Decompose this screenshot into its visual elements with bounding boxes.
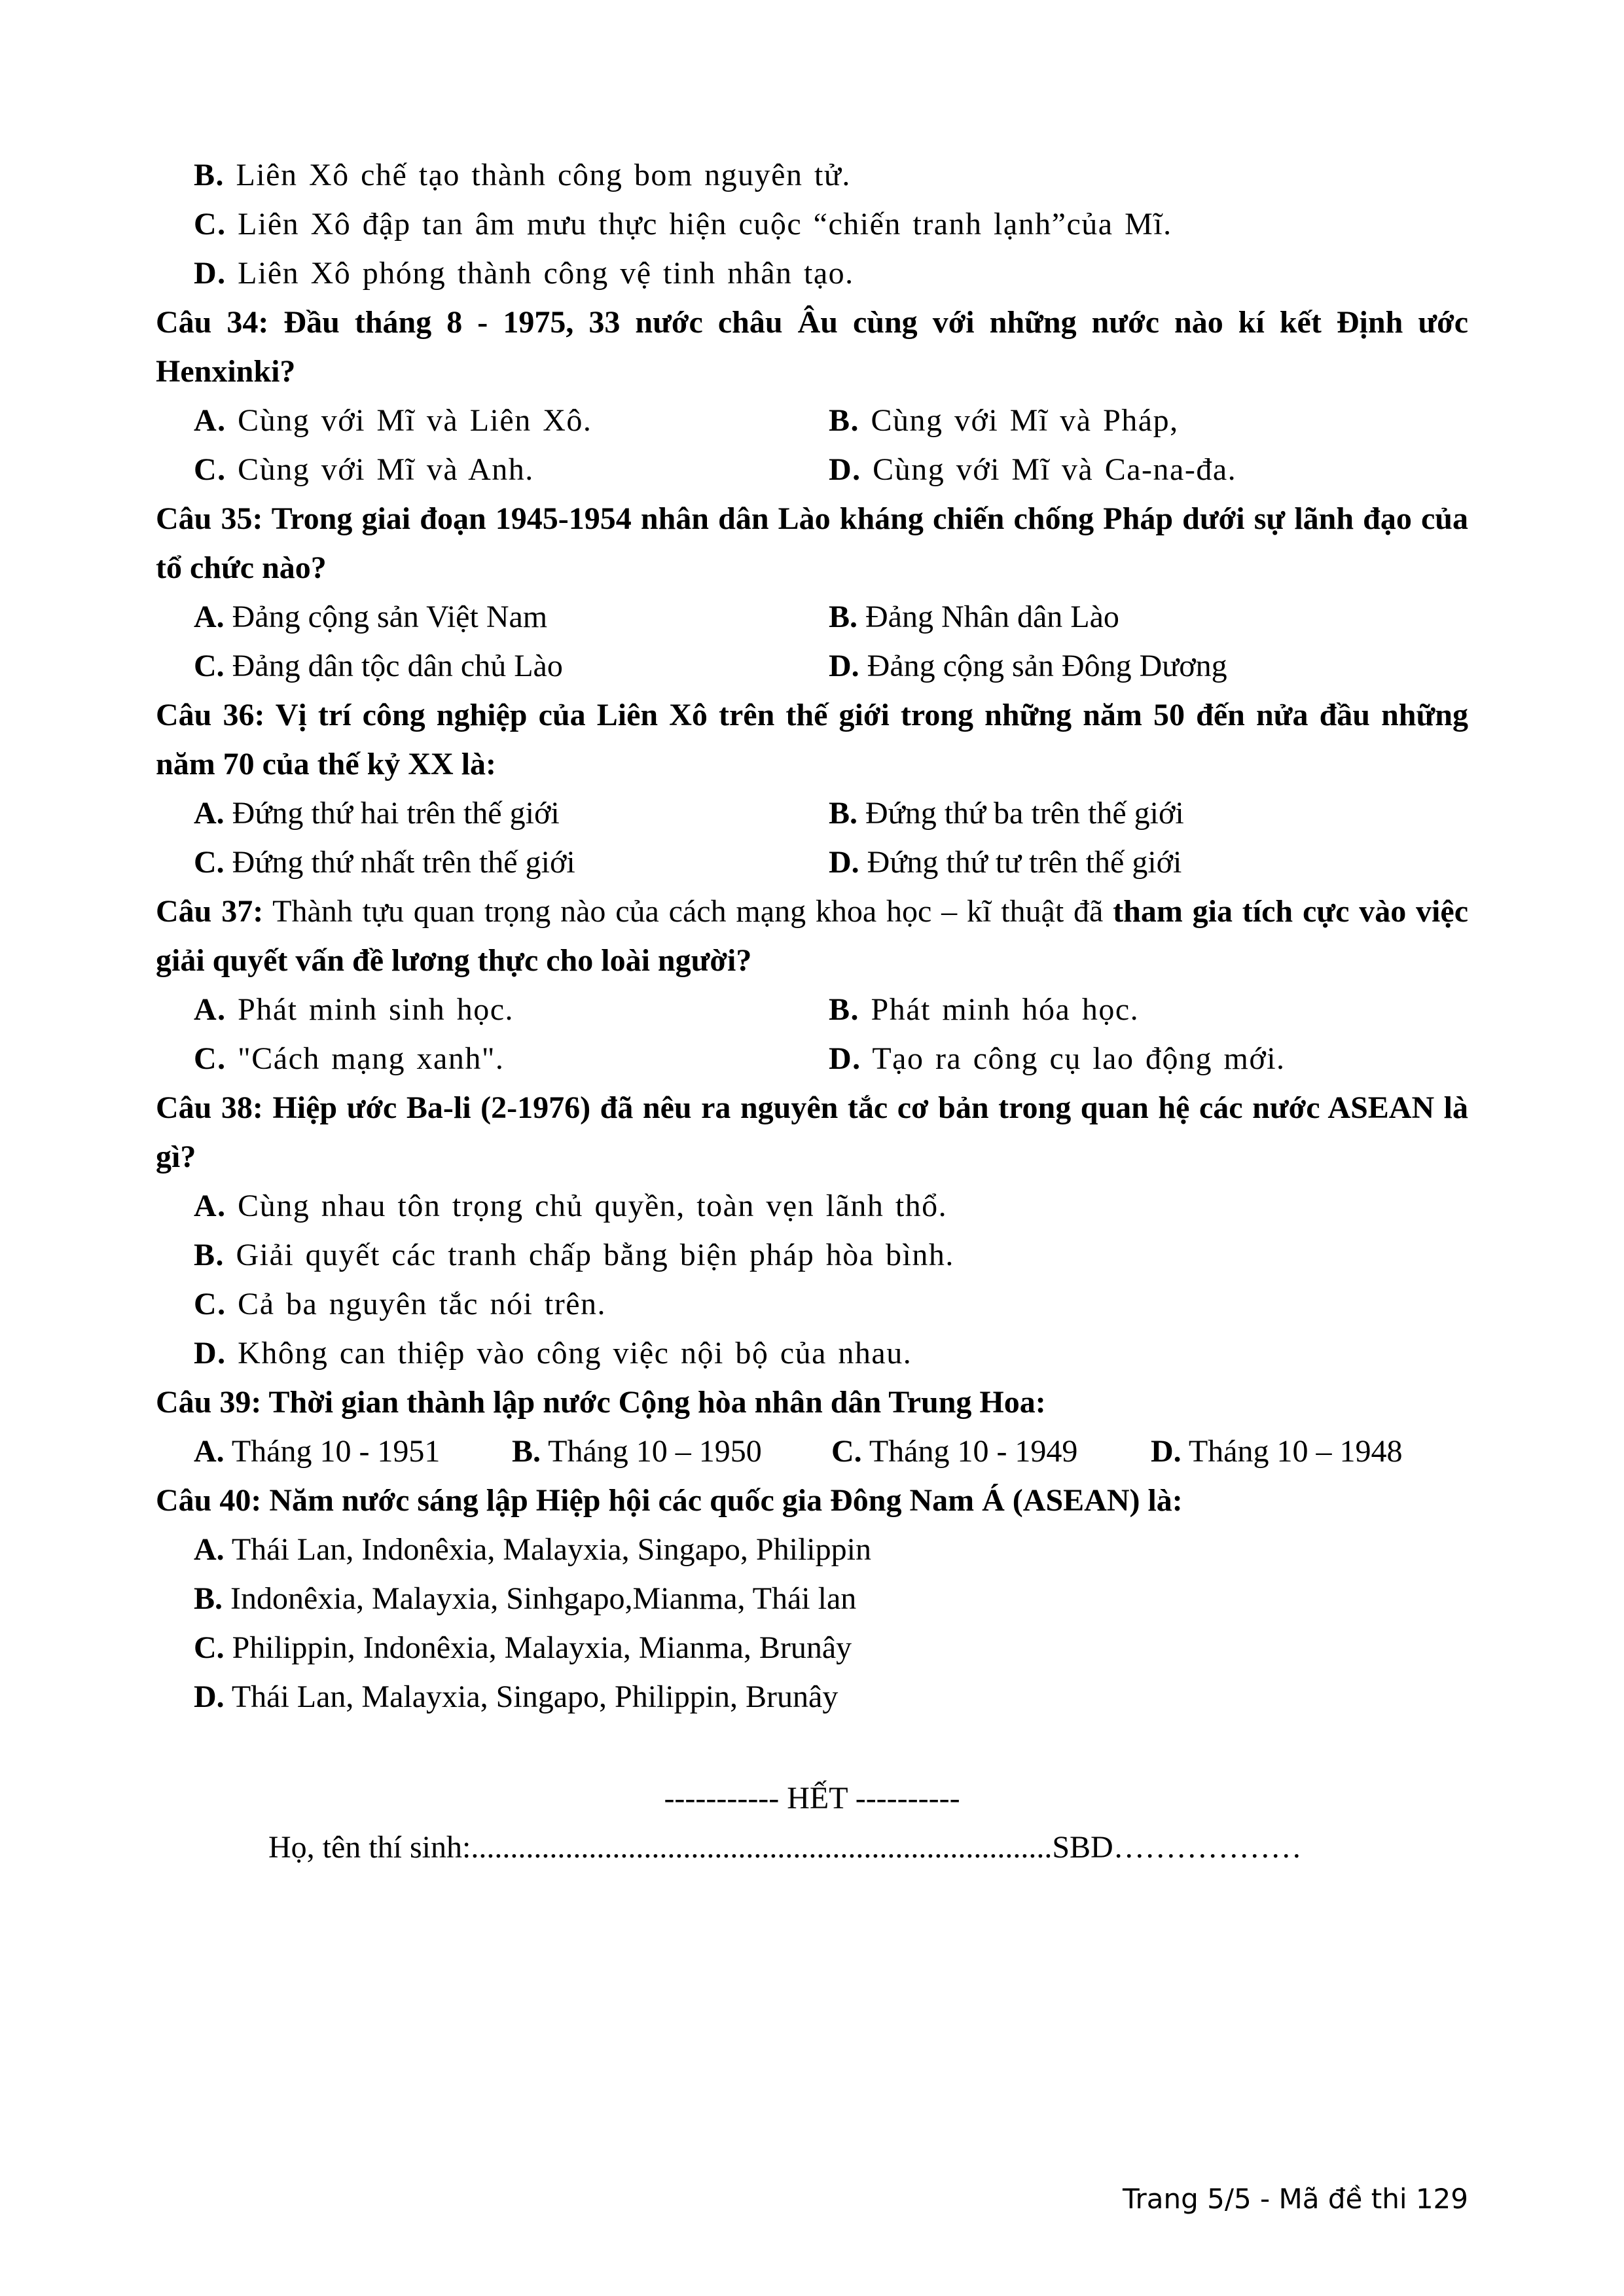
page-number: Trang 5/5 - Mã đề thi 129 [1122, 2183, 1468, 2215]
option-text: Indonêxia, Malayxia, Sinhgapo,Mianma, Thái lan [230, 1581, 857, 1616]
option-text: Đảng cộng sản Đông Dương [867, 649, 1227, 683]
q36-option-a [194, 789, 560, 838]
option-label: C. [194, 452, 226, 487]
q40-option-c [194, 1623, 852, 1672]
option-label: B. [512, 1434, 541, 1469]
option-text: "Cách mạng xanh". [238, 1041, 505, 1076]
option-label: D. [829, 649, 859, 683]
q38-option-c [194, 1280, 606, 1329]
option-label: C. [194, 845, 225, 880]
option-text: Đảng cộng sản Việt Nam [232, 600, 548, 634]
option-text: Đứng thứ ba trên thế giới [865, 796, 1184, 831]
option-text: Cùng nhau tôn trọng chủ quyền, toàn vẹn lãnh thổ. [238, 1189, 948, 1223]
q34-option-d [829, 445, 1236, 494]
option-text: Tháng 10 – 1948 [1188, 1434, 1403, 1469]
q36-option-b [829, 789, 1184, 838]
option-label: D. [829, 452, 861, 487]
option-text: Tháng 10 - 1949 [869, 1434, 1078, 1469]
option-text: Cùng với Mĩ và Ca-na-đa. [873, 452, 1237, 487]
q34-option-c [194, 445, 534, 494]
q39-option-b [512, 1427, 762, 1476]
option-text: Liên Xô đập tan âm mưu thực hiện cuộc “chiến tranh lạnh”của Mĩ. [238, 207, 1172, 242]
q38-question: Câu 38: Hiệp ước Ba-li (2-1976) đã nêu ra nguyên tắc cơ bản trong quan hệ các nước ASEAN là gì? [156, 1090, 1468, 1174]
option-label: B. [194, 1581, 223, 1616]
option-label: D. [194, 1336, 226, 1371]
option-label: B. [194, 1238, 225, 1272]
question-number: Câu 37: [156, 894, 264, 929]
q35-question: Câu 35: Trong giai đoạn 1945-1954 nhân dân Lào kháng chiến chống Pháp dưới sự lãnh đạo của tổ chức nào? [156, 501, 1468, 585]
option-label: D. [829, 1041, 861, 1076]
q39-question: Câu 39: Thời gian thành lập nước Cộng hòa nhân dân Trung Hoa: [156, 1385, 1046, 1420]
option-text: Đứng thứ nhất trên thế giới [232, 845, 575, 880]
option-label: D. [1151, 1434, 1182, 1469]
option-label: C. [194, 1630, 225, 1665]
option-label: B. [829, 403, 860, 438]
q37-question [156, 887, 1468, 985]
candidate-info-line: Họ, tên thí sinh:..........................................................................SBD……………… [268, 1830, 1302, 1865]
option-text: Cả ba nguyên tắc nói trên. [238, 1287, 607, 1321]
q38-option-b [194, 1230, 954, 1280]
option-text: Đứng thứ hai trên thế giới [232, 796, 560, 831]
option-label: D. [194, 1679, 225, 1714]
option-label: B. [829, 600, 858, 634]
q37-option-b [829, 985, 1139, 1034]
option-label: B. [829, 796, 858, 831]
option-text: Liên Xô chế tạo thành công bom nguyên tử. [236, 158, 851, 192]
question-text-plain: Thành tựu quan trọng nào của cách mạng khoa học – kĩ thuật đã [263, 894, 1113, 929]
option-label: B. [829, 992, 860, 1027]
option-text: Philippin, Indonêxia, Malayxia, Mianma, Brunây [232, 1630, 852, 1665]
option-label: C. [194, 1041, 226, 1076]
option-text: Thái Lan, Indonêxia, Malayxia, Singapo, Philippin [231, 1532, 871, 1567]
q37-option-c [194, 1034, 504, 1083]
q40-option-b [194, 1574, 856, 1623]
option-text: Phát minh hóa học. [871, 992, 1140, 1027]
q34-option-a [194, 396, 592, 445]
option-text: Cùng với Mĩ và Pháp, [871, 403, 1179, 438]
option-label: C. [194, 207, 226, 242]
option-text: Cùng với Mĩ và Anh. [238, 452, 534, 487]
q35-option-d [829, 641, 1227, 691]
q40-option-a [194, 1525, 871, 1574]
option-label: C. [831, 1434, 862, 1469]
end-mark: ----------- HẾT ---------- [664, 1781, 960, 1816]
option-label: A. [194, 1434, 225, 1469]
q39-option-d [1151, 1427, 1402, 1476]
option-text: Phát minh sinh học. [238, 992, 514, 1027]
option-label: D. [829, 845, 859, 880]
option-text: Tháng 10 - 1951 [231, 1434, 441, 1469]
option-text: Không can thiệp vào công việc nội bộ của nhau. [238, 1336, 912, 1371]
q36-question: Câu 36: Vị trí công nghiệp của Liên Xô trên thế giới trong những năm 50 đến nửa đầu những năm 70 của thế kỷ XX là: [156, 698, 1468, 781]
q35-option-c [194, 641, 563, 691]
q34-question: Câu 34: Đầu tháng 8 - 1975, 33 nước châu Âu cùng với những nước nào kí kết Định ước Henxinki? [156, 305, 1468, 389]
option-label: A. [194, 796, 225, 831]
option-label: C. [194, 649, 225, 683]
q38-option-d [194, 1329, 912, 1378]
q33-option-c [194, 200, 1172, 249]
option-label: D. [194, 256, 226, 291]
option-label: B. [194, 158, 225, 192]
option-label: A. [194, 403, 226, 438]
q36-option-c [194, 838, 575, 887]
q37-option-d [829, 1034, 1286, 1083]
option-text: Giải quyết các tranh chấp bằng biện pháp hòa bình. [236, 1238, 954, 1272]
q40-question: Câu 40: Năm nước sáng lập Hiệp hội các quốc gia Đông Nam Á (ASEAN) là: [156, 1483, 1183, 1518]
question-text-bold: tham gia tích cực vào việc giải quyết vấn đề lương thực cho loài người? [156, 894, 1468, 978]
option-label: A. [194, 1532, 225, 1567]
option-text: Cùng với Mĩ và Liên Xô. [238, 403, 592, 438]
q35-option-a [194, 592, 547, 641]
q40-option-d [194, 1672, 838, 1721]
option-text: Đảng dân tộc dân chủ Lào [232, 649, 563, 683]
option-label: A. [194, 600, 225, 634]
option-label: C. [194, 1287, 226, 1321]
option-label: A. [194, 992, 226, 1027]
q38-option-a [194, 1181, 947, 1230]
q37-option-a [194, 985, 514, 1034]
q36-option-d [829, 838, 1182, 887]
option-text: Liên Xô phóng thành công vệ tinh nhân tạo. [238, 256, 854, 291]
option-text: Tạo ra công cụ lao động mới. [872, 1041, 1286, 1076]
q33-option-b [194, 151, 851, 200]
option-text: Tháng 10 – 1950 [548, 1434, 762, 1469]
q39-option-a [194, 1427, 440, 1476]
q35-option-b [829, 592, 1119, 641]
q33-option-d [194, 249, 854, 298]
option-text: Thái Lan, Malayxia, Singapo, Philippin, Brunây [231, 1679, 839, 1714]
q39-option-c [831, 1427, 1077, 1476]
option-label: A. [194, 1189, 226, 1223]
option-text: Đảng Nhân dân Lào [865, 600, 1119, 634]
q34-option-b [829, 396, 1179, 445]
option-text: Đứng thứ tư trên thế giới [867, 845, 1182, 880]
